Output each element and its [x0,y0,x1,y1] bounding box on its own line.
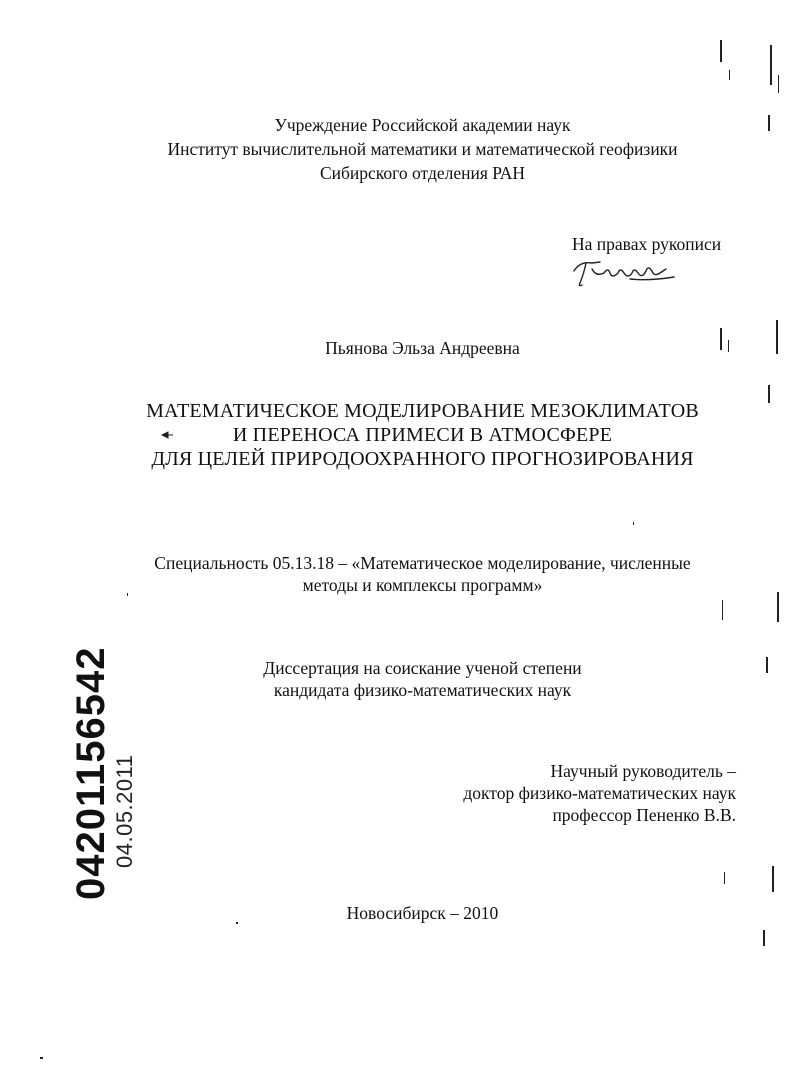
scan-artifact [772,866,774,892]
library-stamp [69,646,150,900]
scan-artifact [633,522,634,525]
author-name: Пьянова Эльза Андреевна [325,338,520,358]
institution-line-1: Учреждение Российской академии наук [274,115,571,135]
scan-artifact [770,45,772,85]
supervisor-line-3: профессор Пененко В.В. [552,805,736,825]
author-signature [570,253,680,293]
scan-mark-icon [160,430,174,440]
scan-artifact [729,70,730,80]
institution-line-2: Институт вычислительной математики и математической геофизики [167,139,678,159]
scan-artifact [720,328,722,350]
scan-artifact [724,872,725,884]
supervisor-block [380,760,736,826]
degree-line-2: кандидата физико-математических наук [273,680,572,700]
title-line-2: И ПЕРЕНОСА ПРИМЕСИ В АТМОСФЕРЕ [232,424,613,446]
scan-artifact [777,592,779,622]
specialty [0,552,791,596]
scan-artifact [127,593,128,596]
dissertation-title [0,399,791,471]
scan-artifact [722,600,723,620]
manuscript-rights-label: На правах рукописи [572,234,722,254]
institution-header [0,113,791,185]
title-line-1: МАТЕМАТИЧЕСКОЕ МОДЕЛИРОВАНИЕ МЕЗОКЛИМАТОВ [146,400,699,422]
scan-artifact [728,340,729,352]
supervisor-line-1: Научный руководитель – [550,761,736,781]
scan-artifact [778,75,779,93]
stamp-date: 04.05.2011 [112,754,137,868]
scan-artifact [766,657,768,673]
scan-artifact [720,40,722,62]
specialty-line-2: методы и комплексы программ» [302,575,543,595]
place-and-year: Новосибирск – 2010 [346,903,499,923]
stamp-number: 04201156542 [69,646,113,900]
scan-artifact [768,115,770,131]
supervisor-line-2: доктор физико-математических наук [463,783,736,803]
title-line-3: ДЛЯ ЦЕЛЕЙ ПРИРОДООХРАННОГО ПРОГНОЗИРОВАНИЯ [151,448,694,470]
institution-line-3: Сибирского отделения РАН [319,163,526,183]
scan-artifact [763,930,765,946]
specialty-line-1: Специальность 05.13.18 – «Математическое моделирование, численные [154,553,691,573]
scan-artifact [776,320,778,354]
scan-artifact [40,1057,43,1059]
scan-artifact [768,385,770,403]
scan-artifact [236,922,238,924]
degree-line-1: Диссертация на соискание ученой степени [263,658,582,678]
